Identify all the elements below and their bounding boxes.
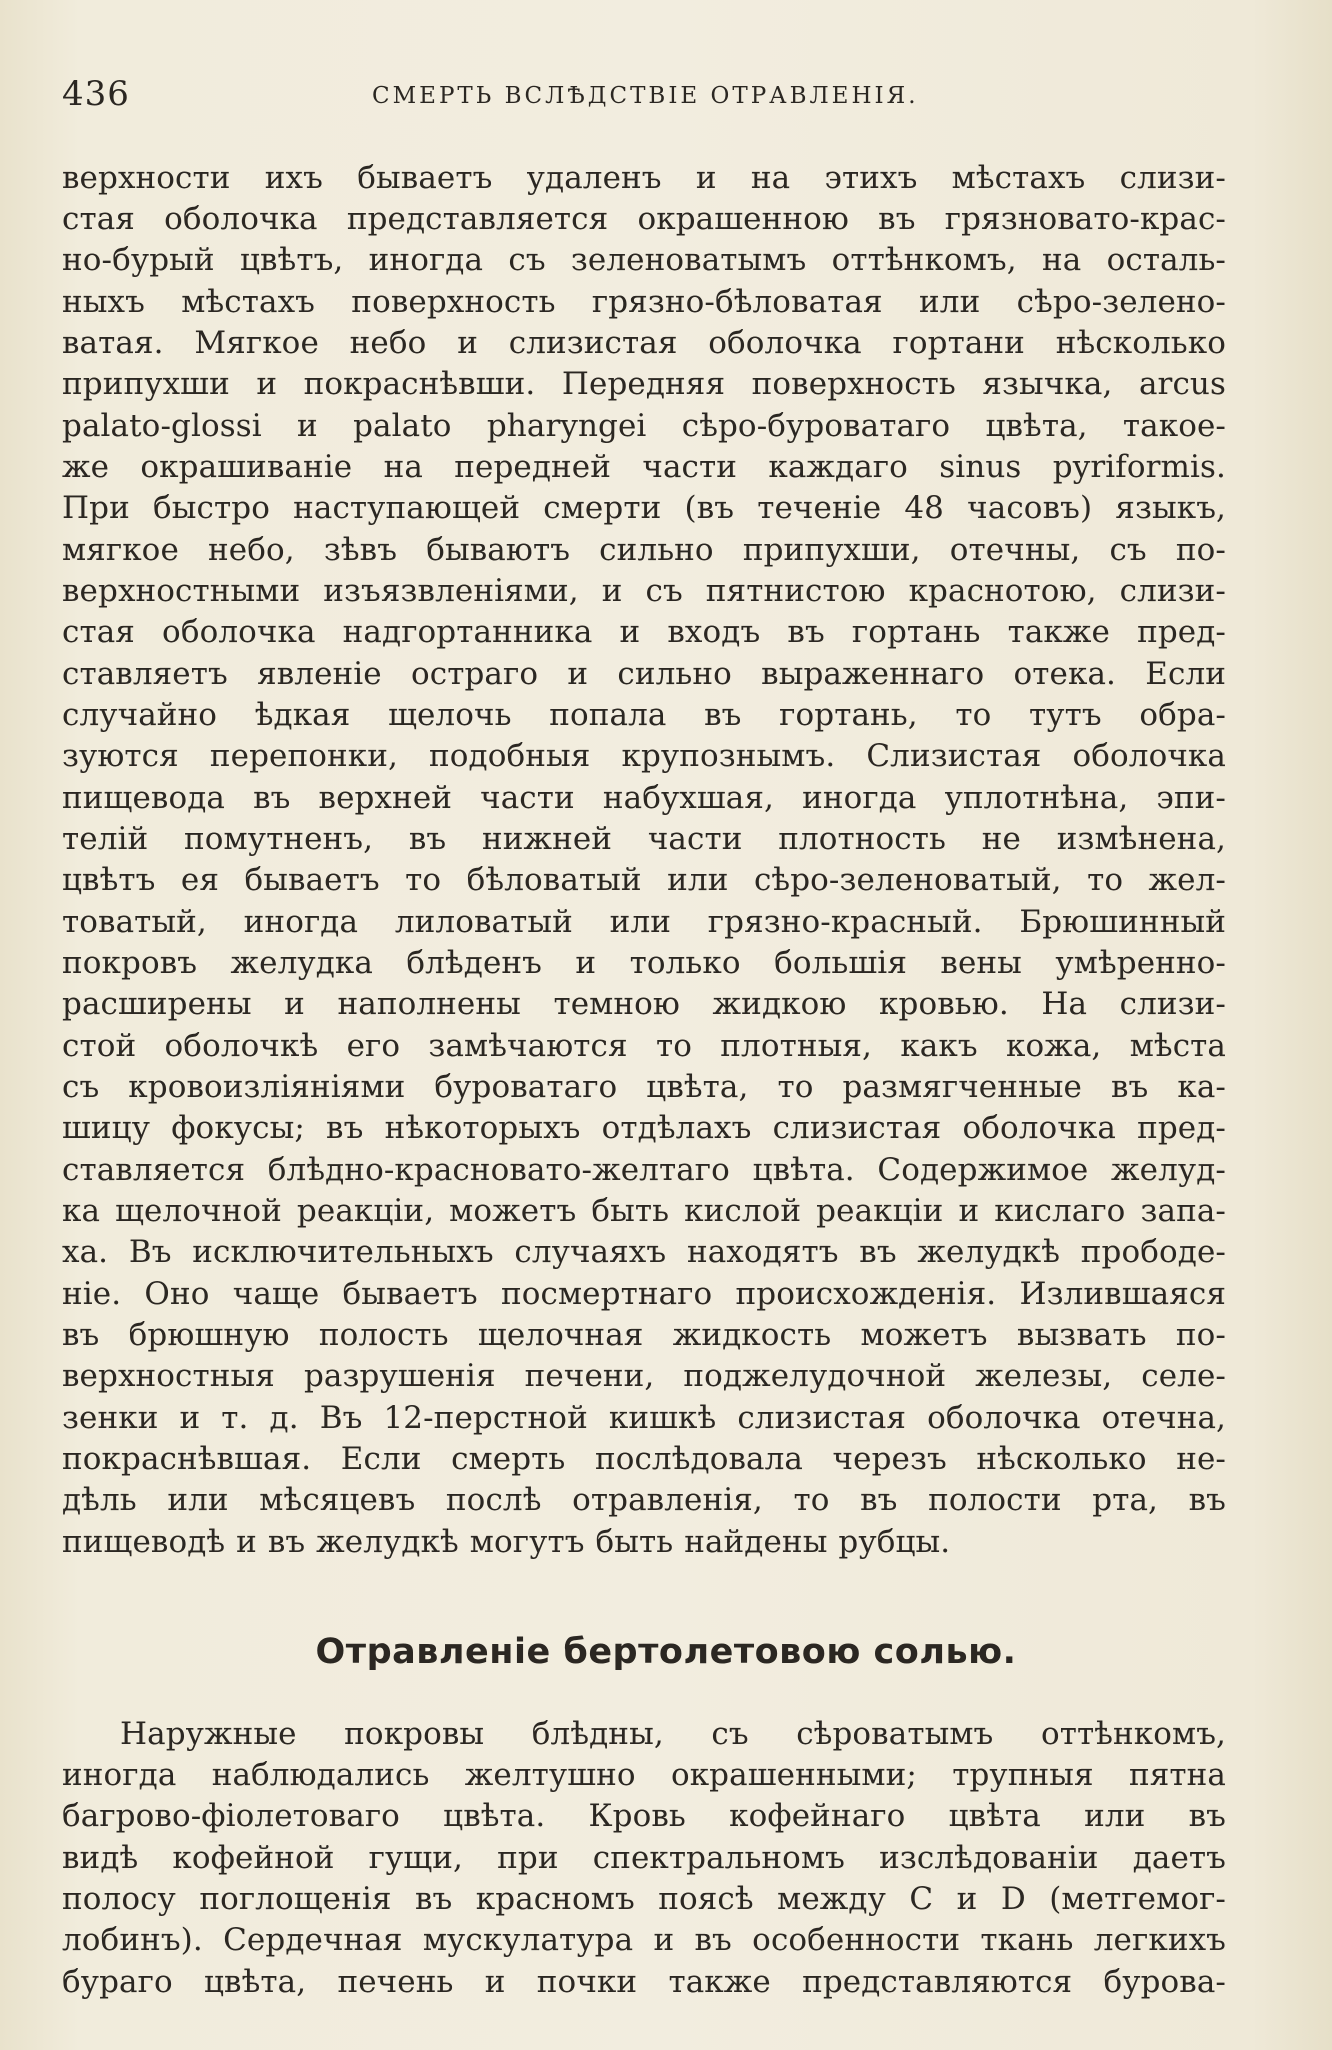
text-line: дѣль или мѣсяцевъ послѣ отравленія, то въ полости рта, въ — [62, 1482, 1226, 1518]
text-line: ха. Въ исключительныхъ случаяхъ находятъ въ желудкѣ прободе- — [62, 1234, 1226, 1270]
text-line: пищевода въ верхней части набухшая, иногда уплотнѣна, эпи- — [62, 780, 1226, 816]
text-line: ставляетъ явленіе остраго и сильно выраженнаго отека. Если — [62, 656, 1226, 692]
page-header — [62, 74, 1226, 124]
text-line: въ брюшную полость щелочная жидкость можетъ вызвать по- — [62, 1317, 1226, 1353]
text-line: бураго цвѣта, печень и почки также представляются бурова- — [62, 1964, 1226, 2000]
text-line: случайно ѣдкая щелочь попала въ гортань, то тутъ обра- — [62, 697, 1226, 733]
text-line: иногда наблюдались желтушно окрашенными; трупныя пятна — [62, 1757, 1226, 1793]
text-line: стой оболочкѣ его замѣчаются то плотныя, какъ кожа, мѣста — [62, 1028, 1226, 1064]
text-line: лобинъ). Сердечная мускулатура и въ особенности ткань легкихъ — [62, 1922, 1226, 1958]
text-line: стая оболочка представляется окрашенною въ грязновато-крас- — [62, 201, 1226, 237]
text-line: товатый, иногда лиловатый или грязно-красный. Брюшинный — [62, 904, 1226, 940]
text-line: но-бурый цвѣтъ, иногда съ зеленоватымъ оттѣнкомъ, на осталь- — [62, 242, 1226, 278]
text-line: съ кровоизліяніями буроватаго цвѣта, то размягченные въ ка- — [62, 1069, 1226, 1105]
text-line: ватая. Мягкое небо и слизистая оболочка гортани нѣсколько — [62, 325, 1226, 361]
text-line: телій помутненъ, въ нижней части плотность не измѣнена, — [62, 821, 1226, 857]
section-heading: Отравленіе бертолетовою солью. — [315, 1632, 1017, 1672]
text-line: видѣ кофейной гущи, при спектральномъ изслѣдованіи даетъ — [62, 1840, 1226, 1876]
text-line: пищеводѣ и въ желудкѣ могутъ быть найдены рубцы. — [62, 1524, 951, 1560]
text-line: зенки и т. д. Въ 12-перстной кишкѣ слизистая оболочка отечна, — [62, 1400, 1226, 1436]
text-line: верхностныя разрушенія печени, поджелудочной железы, селе- — [62, 1358, 1226, 1394]
text-line: покровъ желудка блѣденъ и только большія вены умѣренно- — [62, 945, 1226, 981]
text-line: же окрашиваніе на передней части каждаго sinus pyriformis. — [62, 449, 1226, 485]
running-title: СМЕРТЬ ВСЛѢДСТВІЕ ОТРАВЛЕНІЯ. — [372, 83, 919, 109]
text-line: шицу фокусы; въ нѣкоторыхъ отдѣлахъ слизистая оболочка пред- — [62, 1110, 1226, 1146]
text-line: стая оболочка надгортанника и входъ въ гортань также пред- — [62, 614, 1226, 650]
text-line: верхности ихъ бываетъ удаленъ и на этихъ мѣстахъ слизи- — [62, 160, 1226, 196]
page-number: 436 — [62, 74, 130, 114]
text-line: мягкое небо, зѣвъ бываютъ сильно припухши, отечны, съ по- — [62, 532, 1226, 568]
text-line: Наружные покровы блѣдны, съ сѣроватымъ оттѣнкомъ, — [120, 1716, 1226, 1752]
text-line: полосу поглощенія въ красномъ поясѣ между C и D (метгемог- — [62, 1881, 1226, 1917]
text-line: багрово-фіолетоваго цвѣта. Кровь кофейнаго цвѣта или въ — [62, 1798, 1226, 1834]
text-line: ка щелочной реакціи, можетъ быть кислой реакціи и кислаго запа- — [62, 1193, 1226, 1229]
text-line: цвѣтъ ея бываетъ то бѣловатый или сѣро-зеленоватый, то жел- — [62, 862, 1226, 898]
text-line: ставляется блѣдно-красновато-желтаго цвѣта. Содержимое желуд- — [62, 1152, 1226, 1188]
text-line: припухши и покраснѣвши. Передняя поверхность язычка, arcus — [62, 366, 1226, 402]
text-line: ныхъ мѣстахъ поверхность грязно-бѣловатая или сѣро-зелено- — [62, 284, 1226, 320]
text-line: При быстро наступающей смерти (въ теченіе 48 часовъ) языкъ, — [62, 490, 1226, 526]
text-line: palato-glossi и palato pharyngei сѣро-буроватаго цвѣта, такое- — [62, 408, 1226, 444]
text-line: расширены и наполнены темною жидкою кровью. На слизи- — [62, 986, 1226, 1022]
text-line: ніе. Оно чаще бываетъ посмертнаго происхожденія. Излившаяся — [62, 1276, 1226, 1312]
text-line: зуются перепонки, подобныя крупознымъ. Слизистая оболочка — [62, 738, 1226, 774]
text-line: покраснѣвшая. Если смерть послѣдовала черезъ нѣсколько не- — [62, 1441, 1226, 1477]
text-line: верхностными изъязвленіями, и съ пятнистою краснотою, слизи- — [62, 573, 1226, 609]
